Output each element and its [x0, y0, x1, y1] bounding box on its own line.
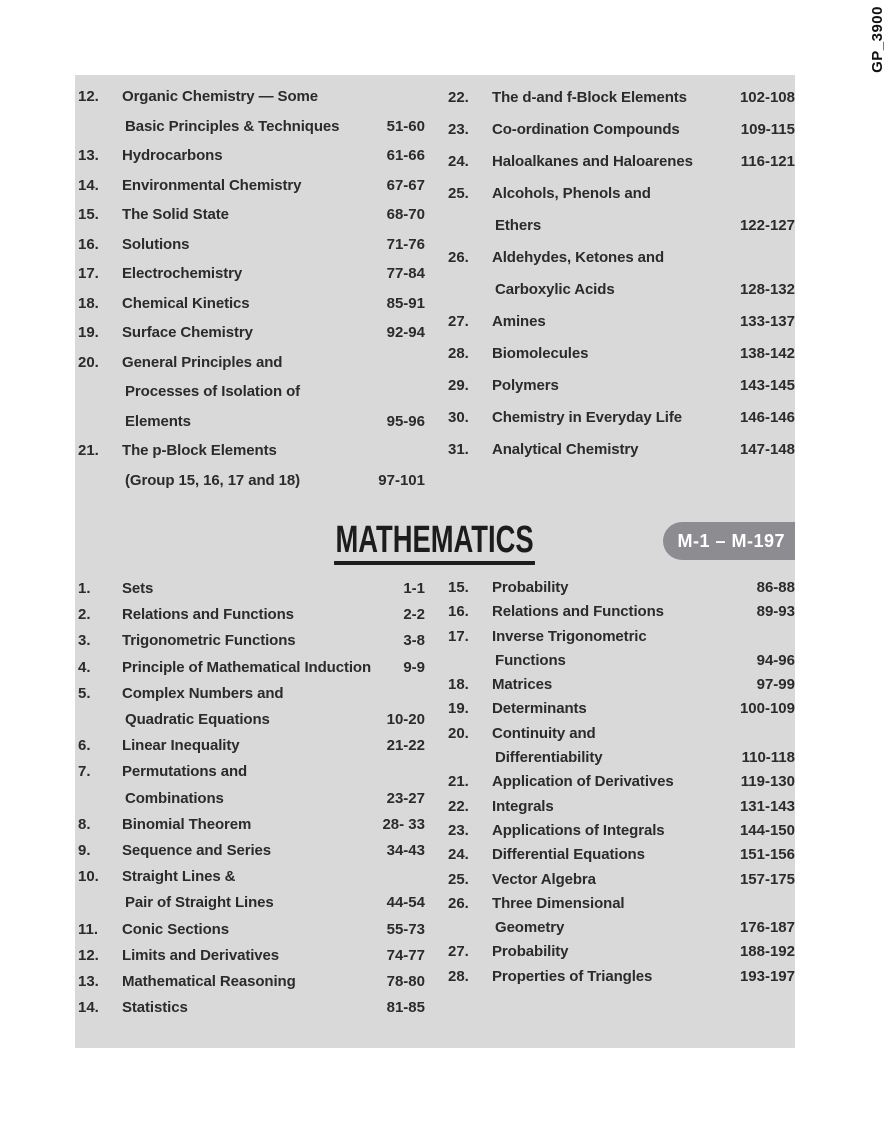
- toc-entry: [448, 114, 795, 146]
- entry-pages: 147-148: [739, 441, 795, 458]
- entry-title: Haloalkanes and Haloarenes: [492, 153, 693, 170]
- entry-pages: 138-142: [739, 345, 795, 362]
- entry-number: 27.: [448, 313, 469, 330]
- toc-entry: [448, 600, 795, 624]
- entry-pages: 28- 33: [382, 815, 425, 833]
- entry-pages: 2-2: [403, 606, 425, 624]
- entry-number: 27.: [448, 943, 469, 961]
- mathematics-heading: MATHEMATICS: [335, 520, 536, 565]
- entry-number: 13.: [78, 147, 99, 164]
- toc-entry: [448, 338, 795, 370]
- entry-title: Statistics: [122, 999, 188, 1017]
- entry-title: Differentiability: [495, 749, 603, 767]
- entry-number: 23.: [448, 121, 469, 138]
- entry-title: Chemical Kinetics: [122, 294, 250, 312]
- entry-title: Straight Lines &: [122, 868, 236, 886]
- entry-number: 4.: [78, 658, 91, 676]
- entry-number: 7.: [78, 763, 91, 781]
- entry-title: Solutions: [122, 235, 190, 253]
- entry-title: Elements: [125, 412, 191, 430]
- toc-entry: [448, 892, 795, 941]
- entry-number: 21.: [78, 442, 99, 459]
- entry-number: 22.: [448, 797, 469, 815]
- toc-entry: [78, 576, 425, 602]
- chemistry-toc-section: [75, 82, 795, 495]
- entry-number: 15.: [448, 579, 469, 596]
- entry-pages: 157-175: [739, 870, 795, 888]
- entry-title: Linear Inequality: [122, 737, 240, 755]
- entry-title: The Solid State: [122, 206, 229, 223]
- toc-entry: [448, 370, 795, 402]
- entry-pages: 51-60: [386, 117, 425, 135]
- entry-number: 9.: [78, 842, 91, 860]
- entry-title: Hydrocarbons: [122, 147, 223, 164]
- toc-entry: [78, 200, 425, 230]
- entry-number: 22.: [448, 89, 469, 106]
- entry-pages: 116-121: [740, 153, 795, 170]
- entry-pages: 193-197: [739, 967, 795, 985]
- entry-pages: 146-146: [739, 409, 795, 426]
- entry-title: Polymers: [492, 377, 559, 394]
- entry-title: The p-Block Elements: [122, 442, 277, 459]
- entry-number: 18.: [78, 294, 99, 312]
- toc-entry: [448, 843, 795, 867]
- entry-pages: 176-187: [739, 919, 795, 937]
- entry-number: 10.: [78, 868, 99, 886]
- entry-number: 14.: [78, 999, 99, 1017]
- entry-number: 14.: [78, 176, 99, 194]
- entry-pages: 3-8: [403, 632, 425, 650]
- entry-number: 24.: [448, 846, 469, 864]
- entry-number: 23.: [448, 821, 469, 839]
- entry-title: Basic Principles & Techniques: [125, 117, 340, 135]
- toc-entry: [78, 733, 425, 759]
- entry-title: Permutations and: [122, 763, 248, 781]
- entry-number: 16.: [78, 235, 99, 253]
- entry-pages: 81-85: [386, 999, 425, 1017]
- entry-pages: 61-66: [386, 147, 425, 164]
- toc-entry: [448, 722, 795, 771]
- entry-title: Relations and Functions: [122, 606, 294, 624]
- toc-entry: [78, 655, 425, 681]
- entry-pages: 71-76: [386, 235, 425, 253]
- entry-number: 29.: [448, 377, 469, 394]
- toc-entry: [78, 348, 425, 437]
- toc-entry: [78, 628, 425, 654]
- entry-number: 28.: [448, 967, 469, 985]
- entry-title: Geometry: [495, 919, 565, 937]
- entry-pages: 68-70: [386, 206, 425, 223]
- entry-title: Alcohols, Phenols and: [492, 185, 651, 202]
- entry-pages: 55-73: [386, 920, 425, 938]
- entry-title: Probability: [492, 579, 569, 596]
- entry-number: 15.: [78, 206, 99, 223]
- toc-entry: [448, 82, 795, 114]
- entry-title: Application of Derivatives: [492, 773, 674, 791]
- toc-entry: [78, 838, 425, 864]
- entry-title: Determinants: [492, 700, 587, 718]
- entry-pages: 122-127: [739, 217, 795, 234]
- entry-title: Principle of Mathematical Induction: [122, 658, 372, 676]
- entry-pages: 128-132: [739, 281, 795, 298]
- entry-title: Trigonometric Functions: [122, 632, 296, 650]
- entry-pages: 144-150: [739, 821, 795, 839]
- entry-pages: 1-1: [403, 580, 425, 597]
- entry-number: 12.: [78, 946, 99, 964]
- entry-pages: 23-27: [386, 789, 425, 807]
- entry-number: 24.: [448, 153, 469, 170]
- entry-number: 31.: [448, 441, 469, 458]
- entry-title: Electrochemistry: [122, 265, 243, 282]
- toc-entry: [78, 171, 425, 201]
- entry-pages: 110-118: [741, 749, 795, 767]
- toc-entry: [448, 940, 795, 964]
- entry-number: 20.: [78, 353, 99, 371]
- entry-number: 28.: [448, 345, 469, 362]
- entry-pages: 97-99: [756, 676, 795, 694]
- entry-title: Environmental Chemistry: [122, 176, 302, 194]
- entry-title: Relations and Functions: [492, 603, 664, 621]
- entry-title: Organic Chemistry — Some: [122, 88, 318, 105]
- toc-entry: [448, 146, 795, 178]
- entry-pages: 86-88: [756, 579, 795, 596]
- page-range-badge: M-1 – M-197: [663, 522, 795, 560]
- toc-entry: [78, 917, 425, 943]
- entry-pages: 143-145: [739, 377, 795, 394]
- entry-title: Probability: [492, 943, 569, 961]
- entry-number: 5.: [78, 684, 91, 702]
- entry-pages: 151-156: [739, 846, 795, 864]
- entry-title: Carboxylic Acids: [495, 281, 615, 298]
- toc-entry: [78, 602, 425, 628]
- toc-entry: [78, 141, 425, 171]
- entry-number: 17.: [448, 627, 469, 645]
- entry-pages: 85-91: [386, 294, 425, 312]
- entry-title: Mathematical Reasoning: [122, 973, 296, 991]
- toc-entry: [78, 943, 425, 969]
- toc-entry: [78, 812, 425, 838]
- entry-title: Analytical Chemistry: [492, 441, 639, 458]
- chemistry-toc-left-column: [78, 82, 425, 495]
- toc-entry: [448, 576, 795, 600]
- entry-pages: 133-137: [739, 313, 795, 330]
- entry-title: Conic Sections: [122, 920, 229, 938]
- entry-title: Sets: [122, 580, 154, 597]
- entry-pages: 9-9: [403, 658, 425, 676]
- toc-entry: [78, 318, 425, 348]
- toc-entry: [448, 402, 795, 434]
- toc-entry: [78, 681, 425, 733]
- toc-entry: [448, 625, 795, 674]
- toc-entry: [78, 230, 425, 260]
- mathematics-section-header: [75, 520, 795, 572]
- toc-entry: [448, 819, 795, 843]
- toc-entry: [448, 868, 795, 892]
- entry-number: 18.: [448, 676, 469, 694]
- entry-number: 6.: [78, 737, 91, 755]
- entry-pages: 10-20: [386, 711, 425, 729]
- entry-title: Quadratic Equations: [125, 711, 270, 729]
- entry-number: 26.: [448, 894, 469, 912]
- entry-number: 11.: [78, 920, 99, 938]
- entry-number: 17.: [78, 265, 99, 282]
- mathematics-toc-right-column: [448, 576, 795, 1021]
- entry-pages: 34-43: [386, 842, 425, 860]
- entry-number: 26.: [448, 249, 469, 266]
- entry-pages: 21-22: [386, 737, 425, 755]
- toc-entry: [78, 289, 425, 319]
- entry-title: Sequence and Series: [122, 842, 272, 860]
- entry-pages: 89-93: [756, 603, 795, 621]
- toc-entry: [448, 673, 795, 697]
- entry-title: General Principles and: [122, 353, 283, 371]
- entry-title: Inverse Trigonometric: [492, 627, 647, 645]
- entry-pages: 100-109: [739, 700, 795, 718]
- toc-entry: [78, 82, 425, 141]
- entry-pages: 102-108: [739, 89, 795, 106]
- entry-pages: 97-101: [378, 471, 425, 489]
- entry-pages: 67-67: [386, 176, 425, 194]
- entry-title: (Group 15, 16, 17 and 18): [125, 471, 301, 489]
- entry-number: 19.: [448, 700, 469, 718]
- entry-number: 30.: [448, 409, 469, 426]
- mathematics-toc-section: [75, 576, 795, 1021]
- entry-number: 25.: [448, 185, 469, 202]
- toc-entry: [448, 306, 795, 338]
- entry-pages: 131-143: [739, 797, 795, 815]
- entry-pages: 95-96: [386, 412, 425, 430]
- entry-number: 12.: [78, 88, 99, 105]
- entry-title: Co-ordination Compounds: [492, 121, 680, 138]
- entry-title: Combinations: [125, 789, 224, 807]
- chemistry-toc-right-column: [448, 82, 795, 495]
- mathematics-toc-left-column: [78, 576, 425, 1021]
- entry-title: The d-and f-Block Elements: [492, 89, 687, 106]
- entry-title: Matrices: [492, 676, 553, 694]
- entry-title: Limits and Derivatives: [122, 946, 280, 964]
- entry-pages: 78-80: [386, 973, 425, 991]
- entry-title: Ethers: [495, 217, 542, 234]
- toc-entry: [78, 759, 425, 811]
- entry-number: 3.: [78, 632, 91, 650]
- entry-title: Surface Chemistry: [122, 324, 253, 341]
- entry-title: Complex Numbers and: [122, 684, 284, 702]
- entry-title: Three Dimensional: [492, 894, 625, 912]
- entry-title: Functions: [495, 651, 566, 669]
- toc-entry: [448, 965, 795, 989]
- entry-title: Aldehydes, Ketones and: [492, 249, 665, 266]
- toc-entry: [78, 259, 425, 289]
- toc-entry: [448, 795, 795, 819]
- toc-entry: [78, 436, 425, 495]
- entry-pages: 77-84: [386, 265, 425, 282]
- entry-pages: 188-192: [739, 943, 795, 961]
- toc-entry: [78, 995, 425, 1021]
- entry-title: Amines: [492, 313, 546, 330]
- toc-entry: [448, 178, 795, 242]
- entry-title: Differential Equations: [492, 846, 645, 864]
- entry-title: Processes of Isolation of: [125, 383, 301, 400]
- entry-pages: 44-54: [386, 894, 425, 912]
- entry-title: Continuity and: [492, 724, 596, 742]
- entry-number: 2.: [78, 606, 91, 624]
- toc-entry: [448, 434, 795, 466]
- entry-title: Applications of Integrals: [492, 821, 665, 839]
- entry-title: Vector Algebra: [492, 870, 596, 888]
- entry-number: 8.: [78, 815, 91, 833]
- entry-pages: 92-94: [386, 324, 425, 341]
- entry-number: 21.: [448, 773, 469, 791]
- edge-print-code: GP_3900: [869, 6, 886, 73]
- entry-number: 20.: [448, 724, 469, 742]
- toc-entry: [448, 770, 795, 794]
- toc-entry: [78, 969, 425, 995]
- toc-panel: [75, 75, 795, 1048]
- entry-number: 1.: [78, 580, 91, 597]
- toc-entry: [78, 864, 425, 916]
- entry-title: Properties of Triangles: [492, 967, 653, 985]
- entry-title: Binomial Theorem: [122, 815, 252, 833]
- entry-title: Chemistry in Everyday Life: [492, 409, 682, 426]
- entry-number: 25.: [448, 870, 469, 888]
- entry-pages: 94-96: [756, 651, 795, 669]
- entry-number: 16.: [448, 603, 469, 621]
- entry-number: 13.: [78, 973, 99, 991]
- toc-entry: [448, 242, 795, 306]
- toc-entry: [448, 697, 795, 721]
- entry-title: Biomolecules: [492, 345, 589, 362]
- entry-number: 19.: [78, 324, 99, 341]
- entry-pages: 119-130: [740, 773, 795, 791]
- entry-pages: 74-77: [386, 946, 425, 964]
- entry-title: Pair of Straight Lines: [125, 894, 274, 912]
- entry-pages: 109-115: [740, 121, 795, 138]
- entry-title: Integrals: [492, 797, 554, 815]
